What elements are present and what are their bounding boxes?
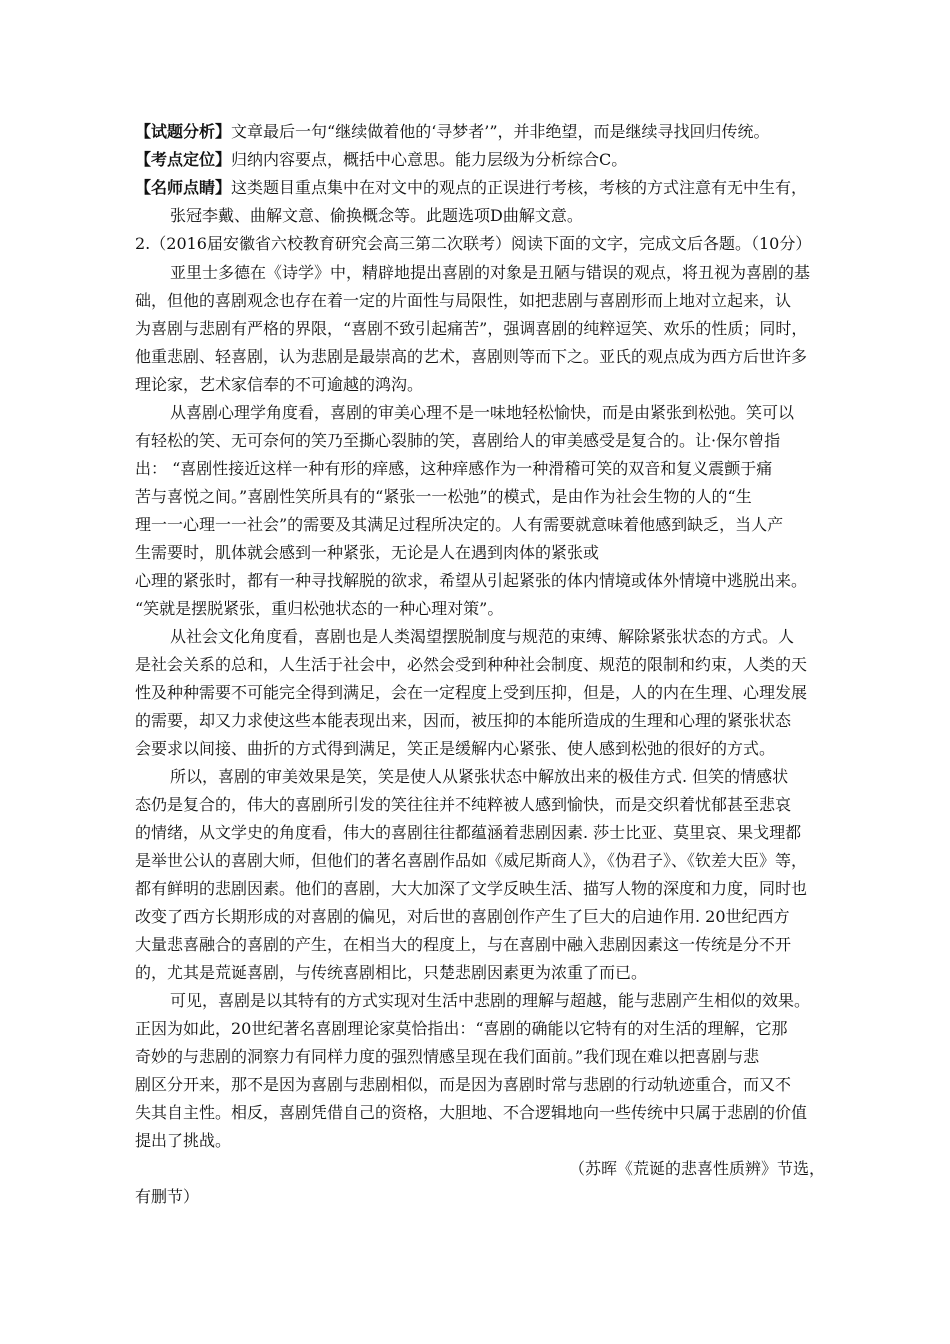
paragraph-line: 亚里士多德在《诗学》中，精辟地提出喜剧的对象是丑陋与错误的观点，将丑视为喜剧的基 [170, 263, 811, 282]
source-attribution-continued: 有删节） [135, 1187, 200, 1206]
paragraph-line: 失其自主性。相反，喜剧凭借自己的资格，大胆地、不合逻辑地向一些传统中只属于悲剧的价值 [135, 1103, 808, 1122]
paragraph-line: 都有鲜明的悲剧因素。他们的喜剧，大大加深了文学反映生活、描写人物的深度和力度，同时也 [135, 879, 808, 898]
paragraph-line: 是举世公认的喜剧大师，但他们的著名喜剧作品如《威尼斯商人》，《伪君子》、《钦差大臣》等， [135, 851, 808, 870]
paragraph-line: 生需要时，肌体就会感到一种紧张，无论是人在遇到肉体的紧张或 [135, 543, 600, 562]
teacher-note-text: 这类题目重点集中在对文中的观点的正误进行考核，考核的方式注意有无中生有， [231, 178, 808, 197]
paragraph-line: 的，尤其是荒诞喜剧，与传统喜剧相比，只楚悲剧因素更为浓重了而已。 [135, 963, 648, 982]
paragraph-line: 性及种种需要不可能完全得到满足，会在一定程度上受到压抑，但是，人的内在生理、心理发展 [135, 683, 808, 702]
paragraph-line: 的需要，却又力求使这些本能表现出来，因而，被压抑的本能所造成的生理和心理的紧张状态 [135, 711, 792, 730]
analysis-line-2 [135, 150, 825, 170]
paragraph-line: 是社会关系的总和，人生活于社会中，必然会受到种种社会制度、规范的限制和约束，人类的天 [135, 655, 808, 674]
paragraph-line: 正因为如此，20世纪著名喜剧理论家莫恰指出：“喜剧的确能以它特有的对生活的理解，它那 [135, 1019, 788, 1038]
paragraph-line: 础，但他的喜剧观念也存在着一定的片面性与局限性，如把悲剧与喜剧形而上地对立起来，认 [135, 291, 792, 310]
analysis-line-1 [135, 122, 825, 142]
source-attribution: （苏晖《荒诞的悲喜性质辨》节选， [568, 1159, 825, 1178]
paragraph-line: 改变了西方长期形成的对喜剧的偏见，对后世的喜剧创作产生了巨大的启迪作用. 20世纪西方 [135, 907, 790, 926]
analysis-line-3 [135, 178, 825, 198]
paragraph-line: 从社会文化角度看，喜剧也是人类渴望摆脱制度与规范的束缚、解除紧张状态的方式。人 [170, 627, 795, 646]
tag-teacher-note: 【名师点睛】 [135, 178, 232, 197]
paragraph-line: 态仍是复合的，伟大的喜剧所引发的笑往往并不纯粹被人感到愉快，而是交织着忧郁甚至悲哀 [135, 795, 792, 814]
paragraph-line: 大量悲喜融合的喜剧的产生，在相当大的程度上，与在喜剧中融入悲剧因素这一传统是分不开 [135, 935, 792, 954]
paragraph-line: 剧区分开来，那不是因为喜剧与悲剧相似，而是因为喜剧时常与悲剧的行动轨迹重合，而又不 [135, 1075, 792, 1094]
tag-key-point: 【考点定位】 [135, 150, 232, 169]
paragraph-line: 所以，喜剧的审美效果是笑，笑是使人从紧张状态中解放出来的极佳方式. 但笑的情感状 [170, 767, 789, 786]
paragraph-line: 为喜剧与悲剧有严格的界限，“喜剧不致引起痛苦”，强调喜剧的纯粹逗笑、欢乐的性质；同时， [135, 319, 808, 338]
paragraph-line: 的情绪，从文学史的角度看，伟大的喜剧往往都蕴涵着悲剧因素. 莎士比亚、莫里哀、果戈理都 [135, 823, 802, 842]
paragraph-line: 提出了挑战。 [135, 1131, 232, 1150]
analysis-text: 文章最后一句“继续做着他的‘寻梦者’”，并非绝望，而是继续寻找回归传统。 [231, 122, 770, 141]
question-heading: 2.（2016届安徽省六校教育研究会高三第二次联考）阅读下面的文字，完成文后各题。（10分） [135, 234, 812, 253]
paragraph-line: 会要求以间接、曲折的方式得到满足，笑正是缓解内心紧张、使人感到松弛的很好的方式。 [135, 739, 776, 758]
key-point-text: 归纳内容要点，概括中心意思。能力层级为分析综合C。 [231, 150, 628, 169]
paragraph-line: 从喜剧心理学角度看，喜剧的审美心理不是一味地轻松愉快，而是由紧张到松弛。笑可以 [170, 403, 795, 422]
paragraph-line: 苦与喜悦之间。”喜剧性笑所具有的“紧张一一松弛”的模式，是由作为社会生物的人的“生 [135, 487, 752, 506]
paragraph-line: 理论家，艺术家信奉的不可逾越的鸿沟。 [135, 375, 424, 394]
paragraph-line: 他重悲剧、轻喜剧，认为悲剧是最崇高的艺术，喜剧则等而下之。亚氏的观点成为西方后世许多 [135, 347, 808, 366]
paragraph-line: “笑就是摆脱紧张，重归松弛状态的一种心理对策”。 [135, 599, 504, 618]
paragraph-line: 出： “喜剧性接近这样一种有形的痒感，这种痒感作为一种滑稽可笑的双音和复义震颤于痛 [135, 459, 773, 478]
paragraph-line: 有轻松的笑、无可奈何的笑乃至撕心裂肺的笑，喜剧给人的审美感受是复合的。让·保尔曾指 [135, 431, 781, 450]
paragraph-line: 理一一心理一一社会”的需要及其满足过程所决定的。人有需要就意味着他感到缺乏，当人产 [135, 515, 784, 534]
teacher-note-continued: 张冠李戴、曲解文意、偷换概念等。此题选项D曲解文意。 [170, 206, 583, 225]
paragraph-line: 心理的紧张时，都有一种寻找解脱的欲求，希望从引起紧张的体内情境或体外情境中逃脱出来。 [135, 571, 808, 590]
tag-analysis: 【试题分析】 [135, 122, 232, 141]
paragraph-line: 可见，喜剧是以其特有的方式实现对生活中悲剧的理解与超越，能与悲剧产生相似的效果。 [170, 991, 811, 1010]
paragraph-line: 奇妙的与悲剧的洞察力有同样力度的强烈情感呈现在我们面前。”我们现在难以把喜剧与悲 [135, 1047, 760, 1066]
